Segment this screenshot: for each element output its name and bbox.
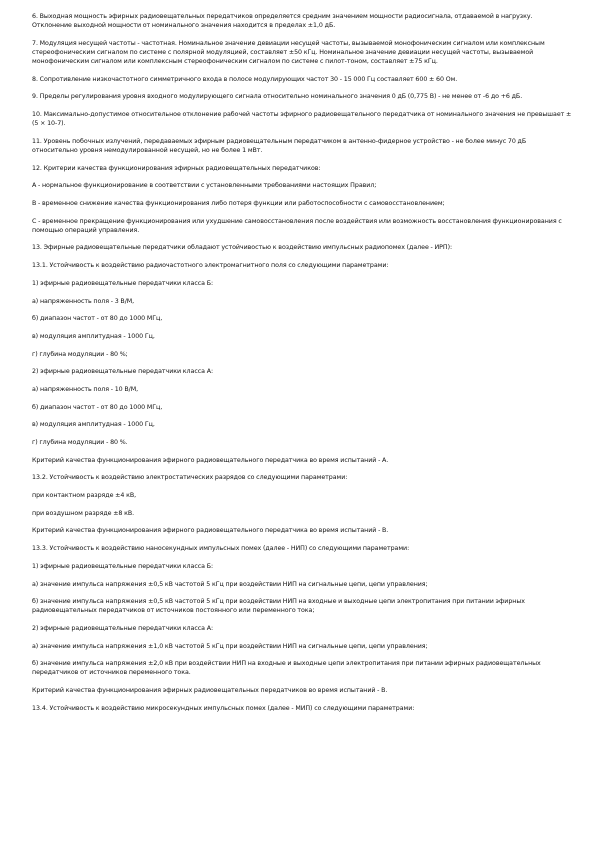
document-page <box>32 12 572 722</box>
nip-class-a-power: б) значение импульса напряжения ±2,0 кВ при воздействии НИП на входные и выходные цепи электропитания при питании эфирных радиовещательных передатчиков от источников переменного тока. <box>32 660 541 677</box>
nip-class-b-power: б) значение импульса напряжения ±0,5 кВ частотой 5 кГц при воздействии НИП на входные и выходные цепи электропитания при питании эфирных радиовещательных передатчиков от источников постоянного или переменного тока; <box>32 598 525 615</box>
criterion-c: С - временное прекращение функционирования или ухудшение самовосстановления после воздействия или возможность восстановления функционирования с помощью операций управления. <box>32 217 562 234</box>
paragraph-item-10: 10. Максимально-допустимое относительное отклонение рабочей частоты эфирного радиовещательного передатчика от номинального значения не превышает ± (5 × 10-7). <box>32 111 572 128</box>
class-a-frequency-range: б) диапазон частот - от 80 до 1000 МГц, <box>32 403 163 411</box>
class-b-field-strength: а) напряженность поля - 3 В/М, <box>32 297 135 305</box>
paragraph-item-6: 6. Выходная мощность эфирных радиовещательных передатчиков определяется средним значением мощности радиосигнала, отдаваемой в нагрузку. Отклонение выходной мощности от номинального значения находится в пределах ±1,0 дБ. <box>32 13 533 30</box>
criterion-note-b-2: Критерий качества функционирования эфирных радиовещательных передатчиков во время испытаний - В. <box>32 687 388 695</box>
nip-class-b-signal: а) значение импульса напряжения ±0,5 кВ частотой 5 кГц при воздействии НИП на сигнальные цепи, цепи управления; <box>32 580 428 588</box>
paragraph-item-7: 7. Модуляция несущей частоты - частотная. Номинальное значение девиации несущей частоты, вызываемой монофоническим сигналом или комплексным стереофоническим сигналом по системе с полярной модуляцией, составляет ±50 кГц. Номинальное значение девиации несущей частоты, вызываемой монофоническим сигналом или комплексным стереофоническим сигналом по системе с пилот-тоном, составляет ±75 кГц. <box>32 39 545 65</box>
nip-class-b-heading: 1) эфирные радиовещательные передатчики класса Б: <box>32 562 214 570</box>
nip-class-a-heading: 2) эфирные радиовещательные передатчики класса А: <box>32 624 214 632</box>
criterion-b: В - временное снижение качества функционирования либо потеря функции или работоспособности с самовосстановлением; <box>32 199 445 207</box>
class-b-modulation: в) модуляция амплитудная - 1000 Гц, <box>32 332 155 340</box>
air-discharge: при воздушном разряде ±8 кВ. <box>32 509 135 517</box>
paragraph-item-11: 11. Уровень побочных излучений, передаваемых эфирным радиовещательным передатчиком в антенно-фидерное устройство - не более минус 70 дБ относительно уровня немодулированной несущей, но не более 1 мВт. <box>32 137 527 154</box>
class-a-modulation: в) модуляция амплитудная - 1000 Гц, <box>32 421 155 429</box>
paragraph-item-8: 8. Сопротивление низкочастотного симметричного входа в полосе модулирующих частот 30 - 15 000 Гц составляет 600 ± 60 Ом. <box>32 75 458 83</box>
paragraph-item-13-4: 13.4. Устойчивость к воздействию микросекундных импульсных помех (далее - МИП) со следующими параметрами: <box>32 704 415 712</box>
class-b-heading: 1) эфирные радиовещательные передатчики класса Б: <box>32 279 214 287</box>
paragraph-item-13-2: 13.2. Устойчивость к воздействию электростатических разрядов со следующими параметрами: <box>32 474 348 482</box>
paragraph-item-13-1: 13.1. Устойчивость к воздействию радиочастотного электромагнитного поля со следующими параметрами: <box>32 262 389 270</box>
paragraph-item-12: 12. Критерии качества функционирования эфирных радиовещательных передатчиков: <box>32 164 321 172</box>
class-b-frequency-range: б) диапазон частот - от 80 до 1000 МГц, <box>32 315 163 323</box>
paragraph-item-9: 9. Пределы регулирования уровня входного модулирующего сигнала относительно номинального значения 0 дБ (0,775 В) - не менее от -6 до +6 дБ. <box>32 93 523 101</box>
paragraph-item-13-3: 13.3. Устойчивость к воздействию наносекундных импульсных помех (далее - НИП) со следующими параметрами: <box>32 545 410 553</box>
criterion-note-b-1: Критерий качества функционирования эфирного радиовещательного передатчика во время испытаний - В. <box>32 527 389 535</box>
contact-discharge: при контактном разряде ±4 кВ, <box>32 492 137 500</box>
class-b-modulation-depth: г) глубина модуляции - 80 %; <box>32 350 128 358</box>
class-a-modulation-depth: г) глубина модуляции - 80 %. <box>32 439 128 446</box>
paragraph-item-13: 13. Эфирные радиовещательные передатчики обладают устойчивостью к воздействию импульсных радиопомех (далее - ИРП): <box>32 244 453 252</box>
class-a-heading: 2) эфирные радиовещательные передатчики класса А: <box>32 368 214 376</box>
criterion-a: А - нормальное функционирование в соответствии с установленными требованиями настоящих Правил; <box>32 182 377 190</box>
class-a-field-strength: а) напряженность поля - 10 В/М, <box>32 385 139 393</box>
nip-class-a-signal: а) значение импульса напряжения ±1,0 кВ частотой 5 кГц при воздействии НИП на сигнальные цепи, цепи управления; <box>32 642 428 650</box>
criterion-note-a: Критерий качества функционирования эфирного радиовещательного передатчика во время испытаний - А. <box>32 456 389 464</box>
